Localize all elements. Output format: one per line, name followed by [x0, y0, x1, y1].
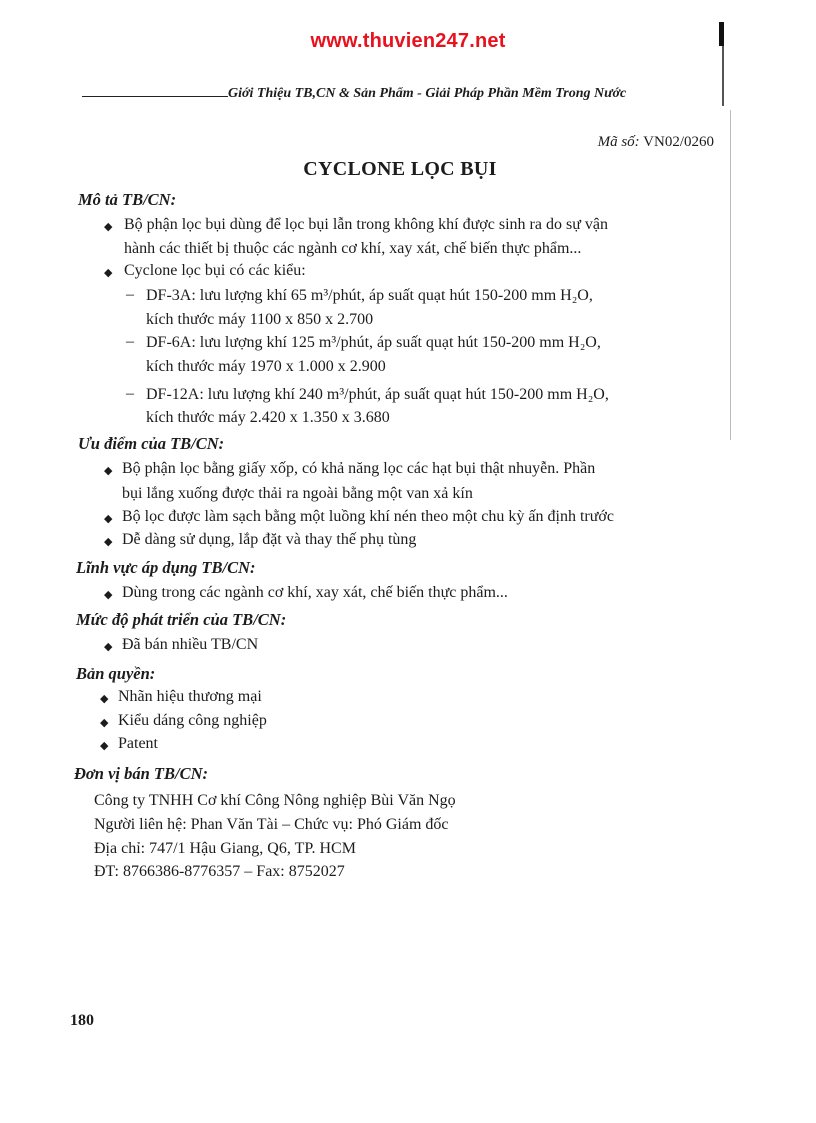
watermark: www.thuvien247.net — [310, 30, 506, 52]
seller-address: Địa chỉ: 747/1 Hậu Giang, Q6, TP. HCM — [94, 840, 356, 857]
copyright-1: Nhãn hiệu thương mại — [118, 688, 262, 705]
bullet-icon: ◆ — [104, 267, 113, 279]
header-rule — [82, 96, 228, 97]
model-df6a-line-2: kích thước máy 1970 x 1.000 x 2.900 — [146, 358, 386, 375]
document-code — [598, 134, 714, 151]
bullet-icon: ◆ — [104, 641, 113, 653]
advantage-1-line-2: bụi lắng xuống được thải ra ngoài bằng một van xả kín — [122, 485, 473, 502]
bullet-icon: ◆ — [100, 717, 109, 729]
bullet-icon: ◆ — [104, 536, 113, 548]
section-heading-advantages: Ưu điểm của TB/CN: — [78, 434, 225, 453]
running-header: Giới Thiệu TB,CN & Sản Phẩm - Giải Pháp Phần Mềm Trong Nước — [228, 86, 627, 101]
page-number: 180 — [70, 1012, 94, 1029]
seller-phone-fax: ĐT: 8766386-8776357 – Fax: 8752027 — [94, 863, 345, 880]
advantage-2: Bộ lọc được làm sạch bằng một luồng khí nén theo một chu kỳ ấn định trước — [122, 508, 614, 525]
bullet-icon: ◆ — [104, 221, 113, 233]
page-title: CYCLONE LỌC BỤI — [303, 158, 497, 180]
bullet-icon: ◆ — [104, 465, 113, 477]
page-corner-mark — [719, 22, 724, 46]
bullet-icon: ◆ — [104, 513, 113, 525]
bullet-icon: ◆ — [100, 693, 109, 705]
advantage-3: Dễ dàng sử dụng, lắp đặt và thay thế phụ tùng — [122, 531, 417, 548]
model-df6a-line-1: DF-6A: lưu lượng khí 125 m³/phút, áp suất quạt hút 150-200 mm H₂O, — [146, 334, 601, 351]
code-value: VN02/0260 — [643, 134, 714, 150]
dash-icon: – — [126, 333, 134, 350]
development-1: Đã bán nhiều TB/CN — [122, 636, 259, 653]
copyright-3: Patent — [118, 735, 158, 752]
bullet-icon: ◆ — [104, 589, 113, 601]
description-bullet-2: Cyclone lọc bụi có các kiểu: — [124, 262, 306, 279]
section-heading-copyright: Bản quyền: — [76, 664, 156, 683]
section-heading-development: Mức độ phát triển của TB/CN: — [76, 610, 287, 629]
section-heading-description: Mô tả TB/CN: — [78, 190, 177, 209]
advantage-1-line-1: Bộ phận lọc bằng giấy xốp, có khả năng lọc các hạt bụi thật nhuyễn. Phần — [122, 460, 596, 477]
section-heading-seller: Đơn vị bán TB/CN: — [74, 764, 208, 783]
code-label: Mã số: — [597, 134, 640, 150]
seller-company: Công ty TNHH Cơ khí Công Nông nghiệp Bùi Văn Ngọ — [94, 792, 456, 809]
description-bullet-1-line-1: Bộ phận lọc bụi dùng để lọc bụi lẫn trong không khí được sinh ra do sự vận — [124, 216, 608, 233]
description-bullet-1-line-2: hành các thiết bị thuộc các ngành cơ khí, xay xát, chế biến thực phẩm... — [124, 240, 582, 257]
seller-contact: Người liên hệ: Phan Văn Tài – Chức vụ: Phó Giám đốc — [94, 816, 449, 833]
model-df12a-line-1: DF-12A: lưu lượng khí 240 m³/phút, áp suất quạt hút 150-200 mm H₂O, — [146, 386, 609, 403]
bullet-icon: ◆ — [100, 740, 109, 752]
model-df12a-line-2: kích thước máy 2.420 x 1.350 x 3.680 — [146, 409, 390, 426]
model-df3a-line-2: kích thước máy 1100 x 850 x 2.700 — [146, 311, 374, 328]
model-df3a-line-1: DF-3A: lưu lượng khí 65 m³/phút, áp suất quạt hút 150-200 mm H₂O, — [146, 287, 593, 304]
dash-icon: – — [126, 286, 134, 303]
application-1: Dùng trong các ngành cơ khí, xay xát, chế biến thực phẩm... — [122, 584, 508, 601]
page-edge-line — [722, 46, 724, 106]
section-heading-application: Lĩnh vực áp dụng TB/CN: — [76, 558, 256, 577]
dash-icon: – — [126, 385, 134, 402]
copyright-2: Kiểu dáng công nghiệp — [118, 712, 267, 729]
